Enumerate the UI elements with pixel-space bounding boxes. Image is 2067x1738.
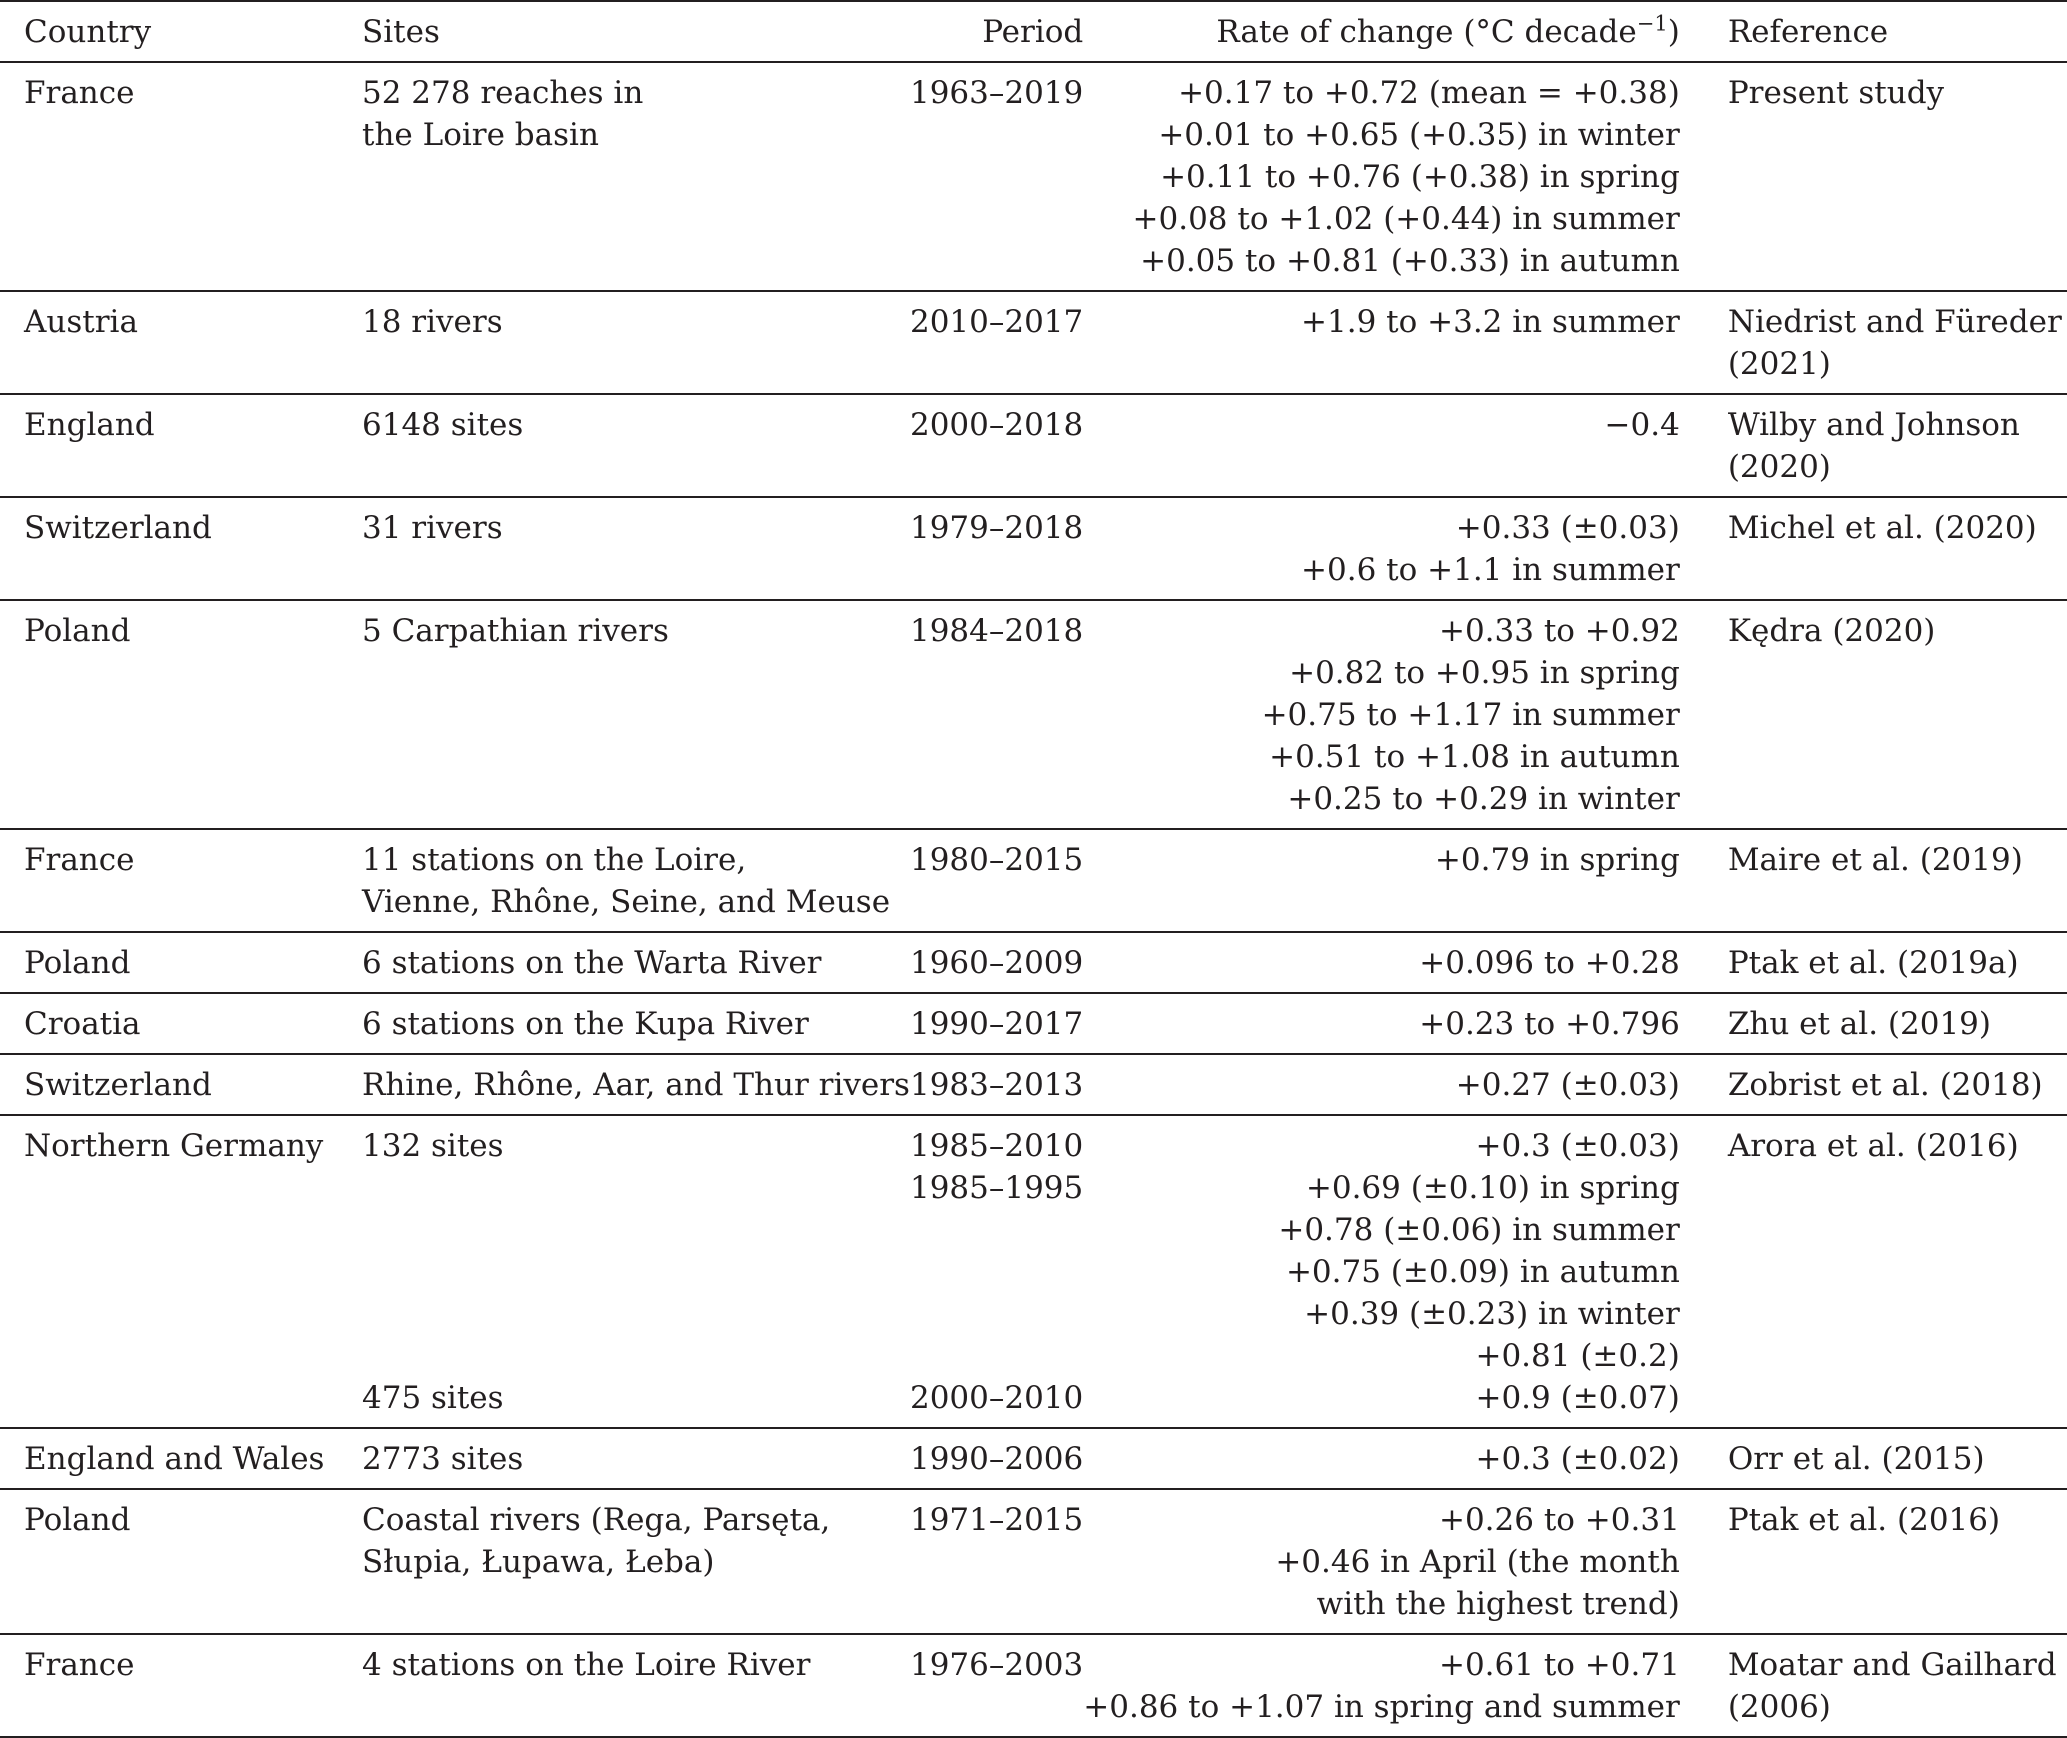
sites-cell [362, 497, 910, 600]
rate-cell [1083, 1634, 1692, 1737]
table-row [0, 600, 2067, 829]
sites-cell [362, 1489, 910, 1634]
header-reference: Reference [1727, 14, 1889, 50]
rate-line: +0.81 (±0.2) [1475, 1338, 1680, 1374]
rate-line: +0.23 to +0.796 [1419, 1006, 1680, 1042]
header-sites: Sites [362, 14, 440, 50]
sites-cell [362, 600, 910, 829]
period-cell: 2010–2017 [909, 304, 1084, 340]
period-cell: 1980–2015 [909, 842, 1084, 878]
table-row [0, 291, 2067, 394]
period-cell [910, 1115, 1083, 1428]
sites-line: 11 stations on the Loire, [362, 842, 747, 878]
rate-line: +0.11 to +0.76 (+0.38) in spring [1160, 159, 1680, 195]
reference-cell: Zhu et al. (2019) [1727, 1006, 1991, 1042]
period-line: 1985–1995 [909, 1170, 1084, 1206]
rate-line: +0.75 to +1.17 in summer [1261, 697, 1680, 733]
country-cell: Switzerland [24, 1067, 212, 1103]
sites-cell [362, 1634, 910, 1737]
table-row [0, 1428, 2067, 1489]
table-row [0, 932, 2067, 993]
sites-line [362, 1251, 910, 1293]
reference-cell: Orr et al. (2015) [1727, 1441, 1985, 1477]
sites-cell [362, 932, 910, 993]
sites-line: Rhine, Rhône, Aar, and Thur rivers [362, 1067, 910, 1103]
period-cell: 1983–2013 [909, 1067, 1084, 1103]
sites-cell [362, 1115, 910, 1428]
sites-line [362, 1209, 910, 1251]
rate-cell [1083, 497, 1692, 600]
rate-cell [1083, 600, 1692, 829]
rate-line: +0.75 (±0.09) in autumn [1285, 1254, 1680, 1290]
period-line: 1985–2010 [909, 1128, 1084, 1164]
rate-line: +0.25 to +0.29 in winter [1287, 781, 1680, 817]
period-cell: 1979–2018 [909, 510, 1084, 546]
rate-line: +0.08 to +1.02 (+0.44) in summer [1132, 201, 1680, 237]
header-rate-of-change [1083, 1, 1692, 62]
sites-line: 6 stations on the Warta River [362, 945, 822, 981]
rate-line: +0.27 (±0.03) [1455, 1067, 1680, 1103]
reference-cell: Niedrist and Füreder (2021) [1727, 304, 2062, 382]
rate-line: +0.33 to +0.92 [1438, 613, 1680, 649]
rate-cell [1083, 1054, 1692, 1115]
sites-line: Vienne, Rhône, Seine, and Meuse [362, 884, 891, 920]
rate-line: +0.3 (±0.03) [1475, 1128, 1680, 1164]
reference-cell: Kędra (2020) [1727, 613, 1936, 649]
rate-line: +0.3 (±0.02) [1475, 1441, 1680, 1477]
country-cell: Poland [24, 945, 131, 981]
sites-cell [362, 1054, 910, 1115]
rate-line: +1.9 to +3.2 in summer [1301, 304, 1680, 340]
rate-line: +0.61 to +0.71 [1438, 1647, 1680, 1683]
period-cell: 2000–2018 [909, 407, 1084, 443]
rate-cell [1083, 993, 1692, 1054]
reference-cell: Michel et al. (2020) [1727, 510, 2037, 546]
rate-line: +0.39 (±0.23) in winter [1304, 1296, 1680, 1332]
header-period: Period [982, 14, 1084, 50]
period-line [910, 1209, 1083, 1251]
reference-cell: Present study [1727, 75, 1945, 111]
rate-line: +0.17 to +0.72 (mean = +0.38) [1178, 75, 1680, 111]
reference-cell: Wilby and Johnson (2020) [1727, 407, 2020, 485]
sites-cell [362, 62, 910, 291]
rate-cell [1083, 932, 1692, 993]
table-row [0, 1054, 2067, 1115]
period-cell: 1976–2003 [909, 1647, 1084, 1683]
period-cell: 1960–2009 [909, 945, 1084, 981]
rate-line: +0.86 to +1.07 in spring and summer [1083, 1689, 1680, 1725]
sites-line: the Loire basin [362, 117, 599, 153]
rate-line: +0.096 to +0.28 [1419, 945, 1680, 981]
rate-line: +0.46 in April (the month [1275, 1544, 1680, 1580]
sites-line: 18 rivers [362, 304, 503, 340]
header-rate-prefix: Rate of change (°C decade [1216, 14, 1637, 50]
country-cell: Poland [24, 613, 131, 649]
rate-line: +0.79 in spring [1434, 842, 1680, 878]
sites-line: Słupia, Łupawa, Łeba) [362, 1544, 715, 1580]
rate-line: +0.01 to +0.65 (+0.35) in winter [1158, 117, 1680, 153]
period-cell: 1971–2015 [909, 1502, 1084, 1538]
rate-line: +0.26 to +0.31 [1438, 1502, 1680, 1538]
sites-line: 5 Carpathian rivers [362, 613, 669, 649]
rate-line: +0.78 (±0.06) in summer [1278, 1212, 1680, 1248]
header-row [0, 1, 2067, 62]
sites-line: 2773 sites [362, 1441, 524, 1477]
reference-cell: Arora et al. (2016) [1727, 1128, 2019, 1164]
rate-cell [1083, 62, 1692, 291]
rate-line: +0.51 to +1.08 in autumn [1269, 739, 1680, 775]
sites-cell [362, 291, 910, 394]
rate-line: +0.9 (±0.07) [1475, 1380, 1680, 1416]
header-country: Country [24, 14, 152, 50]
table-row [0, 829, 2067, 932]
rate-cell [1083, 1115, 1692, 1428]
rate-cell [1083, 291, 1692, 394]
table-row [0, 1634, 2067, 1737]
table-row [0, 62, 2067, 291]
table-body [0, 62, 2067, 1737]
country-cell: France [24, 75, 135, 111]
period-cell: 1990–2006 [909, 1441, 1084, 1477]
period-line: 2000–2010 [909, 1380, 1084, 1416]
rate-line: +0.33 (±0.03) [1455, 510, 1680, 546]
reference-cell: Ptak et al. (2019a) [1727, 945, 2019, 981]
reference-cell: Ptak et al. (2016) [1727, 1502, 2001, 1538]
country-cell: Austria [24, 304, 138, 340]
period-line [910, 1335, 1083, 1377]
country-cell: Northern Germany [24, 1128, 324, 1164]
rate-cell [1083, 1428, 1692, 1489]
period-cell: 1963–2019 [909, 75, 1084, 111]
rate-line: +0.69 (±0.10) in spring [1305, 1170, 1680, 1206]
country-cell: France [24, 1647, 135, 1683]
sites-cell [362, 993, 910, 1054]
country-cell: Croatia [24, 1006, 141, 1042]
rate-line: with the highest trend) [1316, 1586, 1680, 1622]
rate-line: +0.82 to +0.95 in spring [1289, 655, 1680, 691]
sites-line: 4 stations on the Loire River [362, 1647, 811, 1683]
table-row [0, 993, 2067, 1054]
country-cell: Switzerland [24, 510, 212, 546]
sites-cell [362, 394, 910, 497]
country-cell: France [24, 842, 135, 878]
sites-line [362, 1167, 910, 1209]
sites-line: 52 278 reaches in [362, 75, 644, 111]
sites-line [362, 1293, 910, 1335]
period-cell: 1990–2017 [909, 1006, 1084, 1042]
sites-cell [362, 829, 910, 932]
table-row [0, 1489, 2067, 1634]
period-line [910, 1251, 1083, 1293]
table-row [0, 394, 2067, 497]
sites-line: Coastal rivers (Rega, Parsęta, [362, 1502, 831, 1538]
header-rate-sup: −1 [1636, 11, 1668, 36]
country-cell: England and Wales [24, 1441, 325, 1477]
sites-line: 6 stations on the Kupa River [362, 1006, 809, 1042]
sites-cell [362, 1428, 910, 1489]
rate-cell [1083, 394, 1692, 497]
table-row [0, 1115, 2067, 1428]
country-cell: England [24, 407, 155, 443]
rate-cell [1083, 1489, 1692, 1634]
sites-line: 132 sites [362, 1128, 504, 1164]
sites-line [362, 1335, 910, 1377]
period-line [910, 1293, 1083, 1335]
table-row [0, 497, 2067, 600]
sites-line: 475 sites [362, 1380, 504, 1416]
header-rate-suffix: ) [1667, 14, 1680, 50]
rate-line: +0.6 to +1.1 in summer [1301, 552, 1680, 588]
period-cell: 1984–2018 [909, 613, 1084, 649]
reference-cell: Zobrist et al. (2018) [1727, 1067, 2043, 1103]
sites-line: 31 rivers [362, 510, 503, 546]
rate-cell [1083, 829, 1692, 932]
rate-line: +0.05 to +0.81 (+0.33) in autumn [1140, 243, 1680, 279]
rate-line: −0.4 [1604, 407, 1680, 443]
country-cell: Poland [24, 1502, 131, 1538]
reference-cell: Moatar and Gailhard (2006) [1727, 1647, 2057, 1725]
reference-cell: Maire et al. (2019) [1727, 842, 2023, 878]
sites-line: 6148 sites [362, 407, 524, 443]
